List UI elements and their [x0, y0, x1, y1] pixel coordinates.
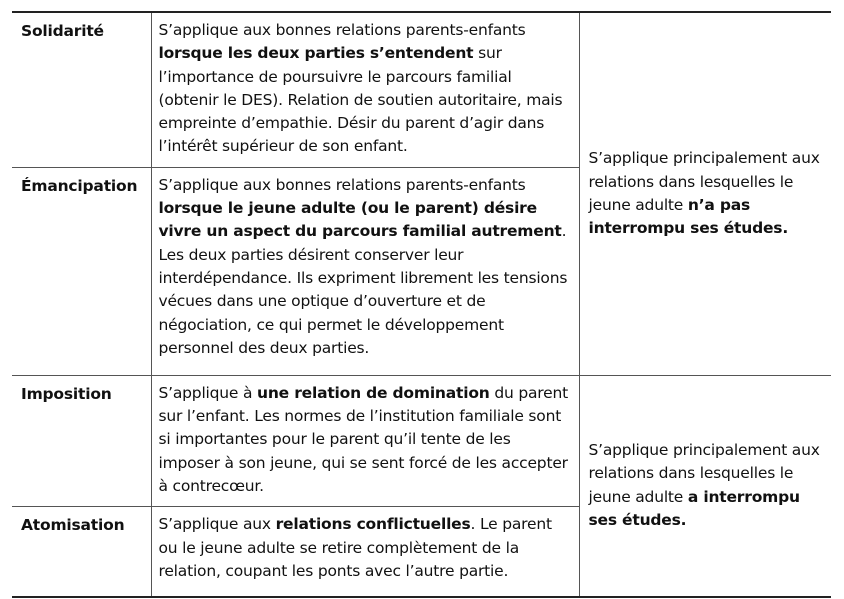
row-description-imposition — [151, 375, 579, 506]
emphasis-text: une relation de domination — [257, 383, 490, 402]
group-note-interrupted — [579, 375, 831, 596]
typology-table — [12, 11, 831, 598]
emphasis-text: relations conflictuelles — [275, 515, 471, 534]
emphasis-text: lorsque les deux parties s’entendent — [158, 44, 474, 63]
text-segment: . Le parent ou le jeune adulte se retire complètement de la relation, coupant les ponts avec l’autre partie. — [158, 515, 552, 580]
text-segment: S’applique aux bonnes relations parents-enfants — [158, 21, 526, 39]
row-name-emancipation: Émancipation — [12, 167, 151, 375]
table-row — [12, 12, 831, 167]
row-name-atomisation: Atomisation — [12, 507, 151, 597]
text-segment: S’applique aux — [158, 515, 276, 534]
row-description-solidarite — [151, 12, 579, 167]
emphasis-text: lorsque le jeune adulte (ou le parent) désire vivre un aspect du parcours familial autrement — [158, 199, 562, 241]
row-description-emancipation — [151, 167, 579, 375]
emphasis-text: a interrompu ses études. — [588, 487, 800, 530]
text-segment: S’applique principalement aux relations dans lesquelles le jeune adulte — [588, 441, 820, 506]
emphasis-text: n’a pas interrompu ses études. — [588, 195, 789, 238]
text-segment: S’applique principalement aux relations dans lesquelles le jeune adulte — [588, 149, 820, 214]
text-segment: du parent sur l’enfant. Les normes de l’institution familiale sont si importantes pour le parent qu’il tente de les imposer à son jeune, qui se sent forcé de les accepter à contrecœur. — [158, 383, 568, 495]
row-name-solidarite: Solidarité — [12, 12, 151, 167]
text-segment: . Les deux parties désirent conserver leur interdépendance. Ils expriment librement les tensions vécues dans une optique d’ouverture et de négociation, ce qui permet le développement personnel des deux parties. — [158, 222, 568, 357]
row-name-imposition: Imposition — [12, 375, 151, 506]
text-segment: S’applique aux bonnes relations parents-enfants — [158, 175, 526, 194]
table-row — [12, 375, 831, 506]
text-segment: S’applique à — [158, 383, 258, 402]
group-note-not-interrupted — [579, 12, 831, 375]
row-description-atomisation — [151, 507, 579, 597]
text-segment: sur l’importance de poursuivre le parcours familial (obtenir le DES). Relation de soutien autoritaire, mais empreinte d’empathie. Désir du parent d’agir dans l’intérêt supérieur de son enfant. — [158, 44, 563, 156]
